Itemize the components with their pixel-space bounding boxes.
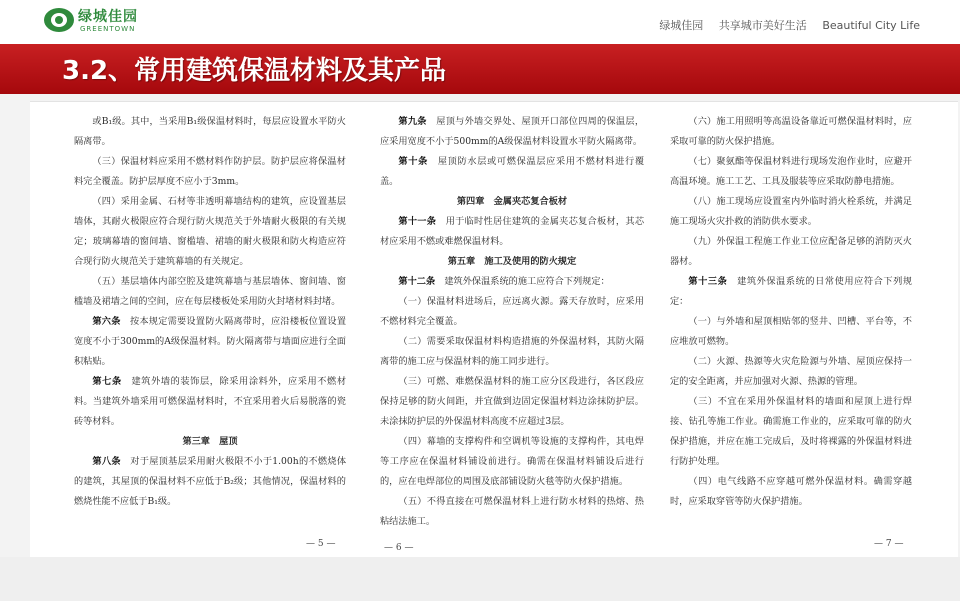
greentown-logo[interactable]: [44, 5, 164, 39]
article-paragraph: [670, 392, 912, 472]
article-paragraph: [670, 232, 912, 272]
article-paragraph: [670, 312, 912, 352]
article-paragraph: [380, 432, 644, 492]
paragraph-text: 按本规定需要设置防火隔离带时，应沿楼板位置设置宽度不小于300mm的A级保温材料。防火隔离带与墙面应进行全面积粘贴。: [74, 316, 347, 367]
article-number: 第十三条: [688, 276, 728, 287]
paragraph-text: 屋顶与外墙交界处、屋顶开口部位四周的保温层，应采用宽度不小于500mm的A级保温材料设置水平防火隔离带。: [380, 116, 645, 147]
article-paragraph: [74, 192, 346, 272]
article-number: 第十条: [398, 156, 428, 167]
paragraph-text: （七）聚氨酯等保温材料进行现场发泡作业时，应避开高温环境。施工工艺、工具及服装等应采取防静电措施。: [670, 156, 912, 187]
paragraph-text: （三）不宜在采用外保温材料的墙面和屋顶上进行焊接、钻孔等施工作业。确需施工作业的，应采取可靠的防火保护措施，并应在施工完成后，及时将裸露的外保温材料进行防护处理。: [670, 396, 912, 467]
header: [0, 0, 960, 44]
logo-chinese-text: 绿城佳园: [78, 9, 138, 25]
paragraph-text: （八）施工现场应设置室内外临时消火栓系统，并满足施工现场火灾扑救的消防供水要求。: [670, 196, 912, 227]
paragraph-text: （二）需要采取保温材料构造措施的外保温材料，其防火隔离带的施工应与保温材料的施工同步进行。: [380, 336, 644, 367]
article-number: 第六条: [92, 316, 121, 327]
paragraph-text: （一）保温材料进场后，应远离火源。露天存放时，应采用不燃材料完全覆盖。: [380, 296, 644, 327]
paragraph-text: 建筑外保温系统的施工应符合下列规定：: [444, 276, 610, 287]
article-paragraph: [670, 352, 912, 392]
paragraph-text: （四）采用金属、石材等非透明幕墙结构的建筑，应设置基层墙体，其耐火极限应符合现行防火规范关于外墙耐火极限的有关规定；玻璃幕墙的窗间墙、窗槛墙、裙墙的耐火极限和防火构造应符合现行防火规范关于建筑幕墙的有关规定。: [74, 196, 346, 267]
paragraph-text: （二）火源、热源等火灾危险源与外墙、屋顶应保持一定的安全距离，并应加强对火源、热源的管理。: [670, 356, 912, 387]
tagline-english: Beautiful City Life: [822, 19, 920, 32]
paragraph-text: （四）电气线路不应穿越可燃外保温材料。确需穿越时，应采取穿管等防火保护措施。: [670, 476, 912, 507]
article-paragraph: [74, 152, 346, 192]
chapter-heading: 第五章 施工及使用的防火规定: [447, 256, 577, 267]
article-paragraph: [380, 332, 644, 372]
logo-english-text: GREENTOWN: [80, 25, 136, 33]
article-paragraph: [670, 192, 912, 232]
paragraph-text: （四）幕墙的支撑构件和空调机等设施的支撑构件，其电焊等工序应在保温材料铺设前进行。确需在保温材料铺设后进行的，应在电焊部位的周围及底部铺设防火毯等防火保护措施。: [380, 436, 644, 487]
paragraph-text: （五）不得直接在可燃保温材料上进行防水材料的热熔、热粘结法施工。: [380, 496, 644, 527]
article-paragraph: [74, 272, 346, 312]
article-paragraph: [380, 272, 644, 292]
article-paragraph: [380, 492, 644, 532]
article-number: 第七条: [92, 376, 122, 387]
header-tagline: [647, 17, 920, 33]
article-paragraph: [74, 112, 346, 152]
paragraph-text: 或B₁级。其中，当采用B₁级保温材料时，每层应设置水平防火隔离带。: [74, 116, 346, 147]
paragraph-text: （九）外保温工程施工作业工位应配备足够的消防灭火器材。: [670, 236, 912, 267]
page-number: — 6 —: [384, 543, 414, 553]
paragraph-text: 建筑外墙的装饰层，除采用涂料外，应采用不燃材料。当建筑外墙采用可燃保温材料时，不宜采用着火后易脱落的瓷砖等材料。: [74, 376, 347, 427]
tagline-brand: 绿城佳园: [659, 19, 704, 32]
article-paragraph: [380, 292, 644, 332]
paragraph-text: 对于屋顶基层采用耐火极限不小于1.00h的不燃烧体的建筑，其屋顶的保温材料不应低于B₂级；其他情况，保温材料的燃烧性能不应低于B₁级。: [74, 456, 347, 507]
paragraph-text: （六）施工用照明等高温设备靠近可燃保温材料时，应采取可靠的防火保护措施。: [670, 116, 912, 147]
page-number: — 7 —: [874, 539, 904, 549]
chapter-heading: 第四章 金属夹芯复合板材: [456, 196, 568, 207]
paragraph-text: （三）可燃、难燃保温材料的施工应分区段进行，各区段应保持足够的防火间距，并宜做到边固定保温材料边涂抹防护层。未涂抹防护层的外保温材料高度不应超过3层。: [380, 376, 644, 427]
page-column: [670, 112, 912, 552]
article-paragraph: [74, 312, 346, 372]
paragraph-text: （五）基层墙体内部空腔及建筑幕墙与基层墙体、窗间墙、窗槛墙及裙墙之间的空间，应在每层楼板处采用防火封堵材料封堵。: [74, 276, 346, 307]
article-paragraph: [74, 452, 346, 512]
article-paragraph: [670, 472, 912, 512]
paragraph-text: 建筑外保温系统的日常使用应符合下列规定：: [670, 276, 913, 307]
paragraph-text: 屋顶防水层或可燃保温层应采用不燃材料进行覆盖。: [380, 156, 645, 187]
article-number: 第十二条: [398, 276, 436, 287]
page-column: [380, 112, 644, 552]
article-paragraph: [380, 372, 644, 432]
article-paragraph: [380, 152, 644, 192]
chapter-heading: 第三章 屋顶: [182, 436, 238, 447]
paragraph-text: （一）与外墙和屋顶相贴邻的竖井、凹槽、平台等，不应堆放可燃物。: [670, 316, 912, 347]
paragraph-text: （三）保温材料应采用不燃材料作防护层。防护层应将保温材料完全覆盖。防护层厚度不应小于3mm。: [74, 156, 346, 187]
page-column: [74, 112, 346, 552]
article-paragraph: [670, 152, 912, 192]
tagline-slogan: 共享城市美好生活: [718, 19, 807, 32]
article-number: 第十一条: [398, 216, 437, 227]
document-spread: [30, 101, 958, 558]
article-paragraph: [670, 112, 912, 152]
article-paragraph: [380, 112, 644, 152]
leaf-logo-icon: [44, 8, 74, 32]
article-number: 第九条: [398, 116, 427, 127]
article-number: 第八条: [92, 456, 121, 467]
article-paragraph: [670, 272, 912, 312]
article-paragraph: [380, 212, 644, 252]
slide-title: 3.2、常用建筑保温材料及其产品: [62, 56, 447, 86]
page-number: — 5 —: [306, 539, 336, 549]
title-banner: [0, 44, 960, 94]
paragraph-text: 用于临时性居住建筑的金属夹芯复合板材，其芯材应采用不燃或难燃保温材料。: [380, 216, 645, 247]
bottom-margin: [0, 557, 960, 601]
article-paragraph: [74, 372, 346, 432]
